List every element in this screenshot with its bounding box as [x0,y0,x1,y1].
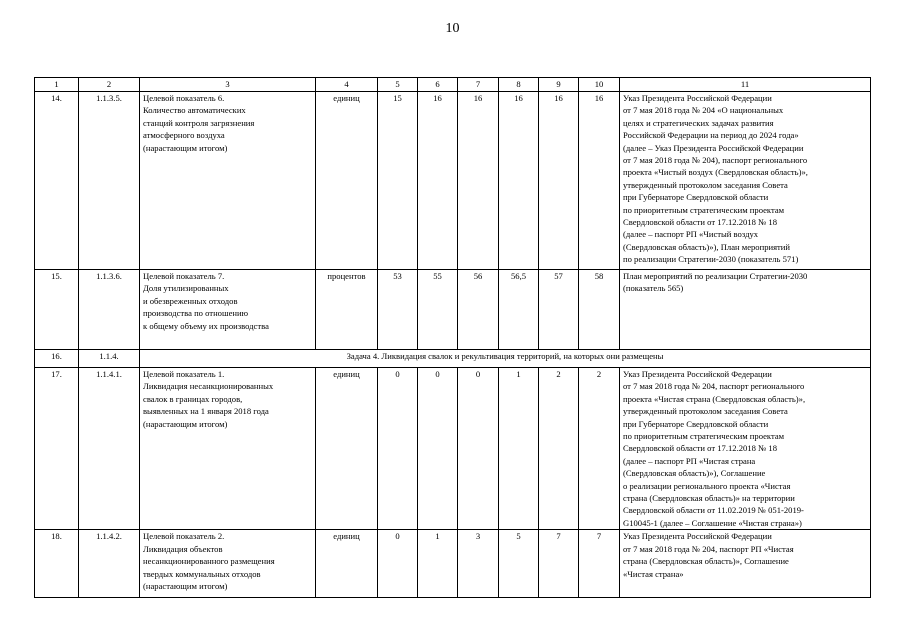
column-number: 9 [539,78,579,92]
value-cell: 53 [378,270,418,350]
indicators-table [34,77,871,598]
value-cell: 0 [418,368,458,530]
column-number: 11 [620,78,871,92]
value-cell: 0 [378,368,418,530]
column-number-row [35,78,871,92]
table-row [35,270,871,350]
unit: единиц [316,368,378,530]
value-cell: 7 [539,530,579,598]
value-cell: 16 [418,92,458,270]
row-number: 15. [35,270,79,350]
value-cell: 16 [458,92,499,270]
indicator-name: Целевой показатель 1. Ликвидация несанкционированных свалок в границах городов, выявленных на 1 января 2018 года (нарастающим итогом) [140,368,316,530]
value-cell: 57 [539,270,579,350]
table-row [35,530,871,598]
value-cell: 56,5 [499,270,539,350]
table-row [35,92,871,270]
row-code: 1.1.3.6. [79,270,140,350]
task-row [35,350,871,368]
value-cell: 0 [458,368,499,530]
row-code: 1.1.4. [79,350,140,368]
value-cell: 55 [418,270,458,350]
column-number: 4 [316,78,378,92]
value-cell: 16 [579,92,620,270]
value-cell: 56 [458,270,499,350]
column-number: 5 [378,78,418,92]
row-code: 1.1.4.1. [79,368,140,530]
task-title: Задача 4. Ликвидация свалок и рекультивация территорий, на которых они размещены [140,350,871,368]
row-code: 1.1.3.5. [79,92,140,270]
column-number: 2 [79,78,140,92]
row-number: 18. [35,530,79,598]
value-cell: 1 [418,530,458,598]
column-number: 8 [499,78,539,92]
page-number: 10 [445,21,460,36]
column-number: 6 [418,78,458,92]
value-cell: 7 [579,530,620,598]
unit: единиц [316,92,378,270]
value-cell: 15 [378,92,418,270]
unit: процентов [316,270,378,350]
column-number: 3 [140,78,316,92]
value-cell: 16 [499,92,539,270]
value-cell: 5 [499,530,539,598]
value-cell: 0 [378,530,418,598]
value-cell: 2 [579,368,620,530]
source-document: План мероприятий по реализации Стратегии-2030 (показатель 565) [620,270,871,350]
row-number: 17. [35,368,79,530]
value-cell: 58 [579,270,620,350]
source-document: Указ Президента Российской Федерации от 7 мая 2018 года № 204, паспорт регионального проекта «Чистая страна (Свердловская область)», утвержденный протоколом заседания Совета при Губернаторе Свердловской области по приоритетным стратегическим проектам Свердловской области от 17.12.2018 № 18 (далее – паспорт РП «Чистая страна (Свердловская область)»), Соглашение о реализации регионального проекта «Чистая страна (Свердловская область)» на территории Свердловской области от 11.02.2019 № 051-2019- G10045-1 (далее – Соглашение «Чистая страна») [620,368,871,530]
table-row [35,368,871,530]
row-code: 1.1.4.2. [79,530,140,598]
value-cell: 1 [499,368,539,530]
indicator-name: Целевой показатель 6. Количество автоматических станций контроля загрязнения атмосферного воздуха (нарастающим итогом) [140,92,316,270]
source-document: Указ Президента Российской Федерации от 7 мая 2018 года № 204, паспорт РП «Чистая страна (Свердловская область)», Соглашение «Чистая страна» [620,530,871,598]
column-number: 10 [579,78,620,92]
value-cell: 3 [458,530,499,598]
column-number: 1 [35,78,79,92]
column-number: 7 [458,78,499,92]
value-cell: 2 [539,368,579,530]
row-number: 14. [35,92,79,270]
source-document: Указ Президента Российской Федерации от 7 мая 2018 года № 204 «О национальных целях и стратегических задачах развития Российской Федерации на период до 2024 года» (далее – Указ Президента Российской Федерации от 7 мая 2018 года № 204), паспорт регионального проекта «Чистый воздух (Свердловская область)», утвержденный протоколом заседания Совета при Губернаторе Свердловской области по приоритетным стратегическим проектам Свердловской области от 17.12.2018 № 18 (далее – паспорт РП «Чистый воздух (Свердловская область)»), План мероприятий по реализации Стратегии-2030 (показатель 571) [620,92,871,270]
unit: единиц [316,530,378,598]
indicator-name: Целевой показатель 2. Ликвидация объектов несанкционированного размещения твердых коммунальных отходов (нарастающим итогом) [140,530,316,598]
value-cell: 16 [539,92,579,270]
indicator-name: Целевой показатель 7. Доля утилизированных и обезвреженных отходов производства по отношению к общему объему их производства [140,270,316,350]
row-number: 16. [35,350,79,368]
